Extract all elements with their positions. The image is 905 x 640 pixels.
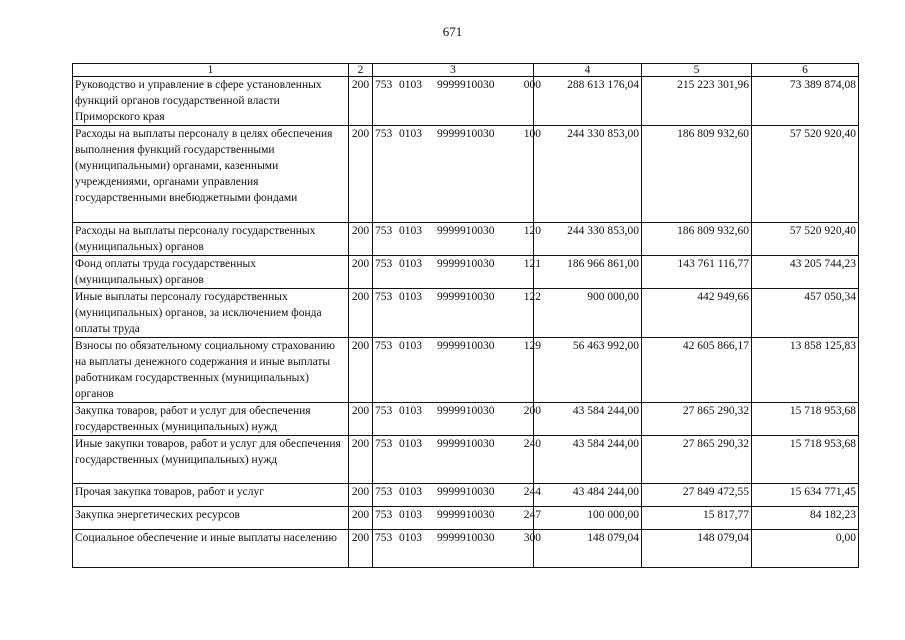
row-value-4: 244 330 853,00 <box>534 223 642 256</box>
row-kind-code: 300 <box>523 532 541 544</box>
row-value-4: 43 584 244,00 <box>534 436 642 484</box>
row-code <box>373 77 541 126</box>
row-name: Руководство и управление в сфере установленных функций органов государственной власти Приморского края <box>73 77 349 126</box>
row-value-6: 43 205 744,23 <box>752 256 859 289</box>
row-code <box>373 338 541 403</box>
row-col2: 200 <box>349 507 373 530</box>
row-value-6: 457 050,34 <box>752 289 859 338</box>
table-row <box>73 256 859 289</box>
row-value-5: 42 605 866,17 <box>642 338 752 403</box>
row-value-6: 15 718 953,68 <box>752 403 859 436</box>
row-col2: 200 <box>349 126 373 223</box>
row-kind-code: 120 <box>523 225 541 237</box>
row-value-4: 900 000,00 <box>534 289 642 338</box>
row-section-code: 0103 <box>399 79 422 91</box>
row-value-5: 15 817,77 <box>642 507 752 530</box>
row-section-code: 0103 <box>399 486 422 498</box>
row-value-5: 186 809 932,60 <box>642 223 752 256</box>
table-row <box>73 126 859 223</box>
row-section-code: 0103 <box>399 340 422 352</box>
row-target-code: 9999910030 <box>437 438 495 450</box>
row-section-code: 0103 <box>399 438 422 450</box>
table-row <box>73 436 859 484</box>
header-col-3: 3 <box>373 64 534 77</box>
table-row <box>73 223 859 256</box>
row-code <box>373 530 541 568</box>
row-col2: 200 <box>349 530 373 568</box>
header-col-6: 6 <box>752 64 859 77</box>
row-section-code: 0103 <box>399 509 422 521</box>
row-value-6: 0,00 <box>752 530 859 568</box>
row-value-4: 56 463 992,00 <box>534 338 642 403</box>
row-kind-code: 129 <box>523 340 541 352</box>
row-target-code: 9999910030 <box>437 509 495 521</box>
row-col2: 200 <box>349 223 373 256</box>
table-row <box>73 507 859 530</box>
row-kind-code: 121 <box>523 258 541 270</box>
table-row <box>73 530 859 568</box>
row-section-code: 0103 <box>399 405 422 417</box>
row-admin-code: 753 <box>375 128 393 140</box>
table-body <box>73 77 859 568</box>
row-target-code: 9999910030 <box>437 79 495 91</box>
row-target-code: 9999910030 <box>437 486 495 498</box>
row-value-6: 13 858 125,83 <box>752 338 859 403</box>
row-code <box>373 436 541 484</box>
row-admin-code: 753 <box>375 405 393 417</box>
row-target-code: 9999910030 <box>437 225 495 237</box>
header-col-2: 2 <box>349 64 373 77</box>
row-target-code: 9999910030 <box>437 340 495 352</box>
row-value-5: 442 949,66 <box>642 289 752 338</box>
row-kind-code: 000 <box>523 79 541 91</box>
row-value-6: 15 634 771,45 <box>752 484 859 507</box>
row-target-code: 9999910030 <box>437 405 495 417</box>
row-kind-code: 122 <box>523 291 541 303</box>
row-target-code: 9999910030 <box>437 532 495 544</box>
table-row <box>73 289 859 338</box>
row-admin-code: 753 <box>375 340 393 352</box>
row-code <box>373 256 541 289</box>
header-col-4: 4 <box>534 64 642 77</box>
row-code <box>373 289 541 338</box>
row-value-6: 15 718 953,68 <box>752 436 859 484</box>
row-value-4: 43 484 244,00 <box>534 484 642 507</box>
row-col2: 200 <box>349 484 373 507</box>
row-value-4: 100 000,00 <box>534 507 642 530</box>
row-name: Закупка энергетических ресурсов <box>73 507 349 530</box>
row-section-code: 0103 <box>399 258 422 270</box>
row-kind-code: 247 <box>523 509 541 521</box>
row-name: Расходы на выплаты персоналу государственных (муниципальных) органов <box>73 223 349 256</box>
row-name: Иные выплаты персоналу государственных (муниципальных) органов, за исключением фонда оплаты труда <box>73 289 349 338</box>
header-col-1: 1 <box>73 64 349 77</box>
row-value-5: 27 865 290,32 <box>642 403 752 436</box>
table-row <box>73 77 859 126</box>
row-col2: 200 <box>349 403 373 436</box>
row-col2: 200 <box>349 77 373 126</box>
row-section-code: 0103 <box>399 128 422 140</box>
row-value-6: 73 389 874,08 <box>752 77 859 126</box>
row-value-4: 288 613 176,04 <box>534 77 642 126</box>
row-value-6: 57 520 920,40 <box>752 126 859 223</box>
row-value-5: 27 865 290,32 <box>642 436 752 484</box>
row-admin-code: 753 <box>375 486 393 498</box>
row-admin-code: 753 <box>375 438 393 450</box>
row-code <box>373 507 541 530</box>
page-number: 671 <box>442 24 463 39</box>
row-kind-code: 100 <box>523 128 541 140</box>
header-row <box>73 64 859 77</box>
row-value-4: 244 330 853,00 <box>534 126 642 223</box>
row-section-code: 0103 <box>399 291 422 303</box>
row-col2: 200 <box>349 256 373 289</box>
row-target-code: 9999910030 <box>437 291 495 303</box>
row-admin-code: 753 <box>375 291 393 303</box>
row-code <box>373 223 541 256</box>
table-row <box>73 403 859 436</box>
row-value-4: 148 079,04 <box>534 530 642 568</box>
row-admin-code: 753 <box>375 509 393 521</box>
row-value-5: 148 079,04 <box>642 530 752 568</box>
row-target-code: 9999910030 <box>437 128 495 140</box>
row-name: Социальное обеспечение и иные выплаты населению <box>73 530 349 568</box>
row-admin-code: 753 <box>375 225 393 237</box>
row-value-4: 43 584 244,00 <box>534 403 642 436</box>
row-admin-code: 753 <box>375 79 393 91</box>
row-section-code: 0103 <box>399 225 422 237</box>
row-kind-code: 244 <box>523 486 541 498</box>
table-row <box>73 338 859 403</box>
row-kind-code: 240 <box>523 438 541 450</box>
row-code <box>373 403 541 436</box>
row-value-6: 84 182,23 <box>752 507 859 530</box>
row-value-4: 186 966 861,00 <box>534 256 642 289</box>
row-value-5: 143 761 116,77 <box>642 256 752 289</box>
row-value-5: 186 809 932,60 <box>642 126 752 223</box>
row-name: Прочая закупка товаров, работ и услуг <box>73 484 349 507</box>
table-row <box>73 484 859 507</box>
row-value-6: 57 520 920,40 <box>752 223 859 256</box>
row-code <box>373 126 541 223</box>
row-col2: 200 <box>349 338 373 403</box>
row-name: Фонд оплаты труда государственных (муниципальных) органов <box>73 256 349 289</box>
row-value-5: 215 223 301,96 <box>642 77 752 126</box>
budget-table <box>72 63 859 568</box>
row-admin-code: 753 <box>375 258 393 270</box>
row-admin-code: 753 <box>375 532 393 544</box>
row-target-code: 9999910030 <box>437 258 495 270</box>
row-code <box>373 484 541 507</box>
header-col-5: 5 <box>642 64 752 77</box>
row-section-code: 0103 <box>399 532 422 544</box>
row-value-5: 27 849 472,55 <box>642 484 752 507</box>
row-col2: 200 <box>349 436 373 484</box>
row-name: Расходы на выплаты персоналу в целях обеспечения выполнения функций государственными (муниципальными) органами, казенными учреждениями, органами управления государственными внебюджетными фондами <box>73 126 349 223</box>
row-name: Иные закупки товаров, работ и услуг для обеспечения государственных (муниципальных) нужд <box>73 436 349 484</box>
row-kind-code: 200 <box>523 405 541 417</box>
row-name: Взносы по обязательному социальному страхованию на выплаты денежного содержания и иные выплаты работникам государственных (муниципальных) органов <box>73 338 349 403</box>
row-col2: 200 <box>349 289 373 338</box>
row-name: Закупка товаров, работ и услуг для обеспечения государственных (муниципальных) нужд <box>73 403 349 436</box>
